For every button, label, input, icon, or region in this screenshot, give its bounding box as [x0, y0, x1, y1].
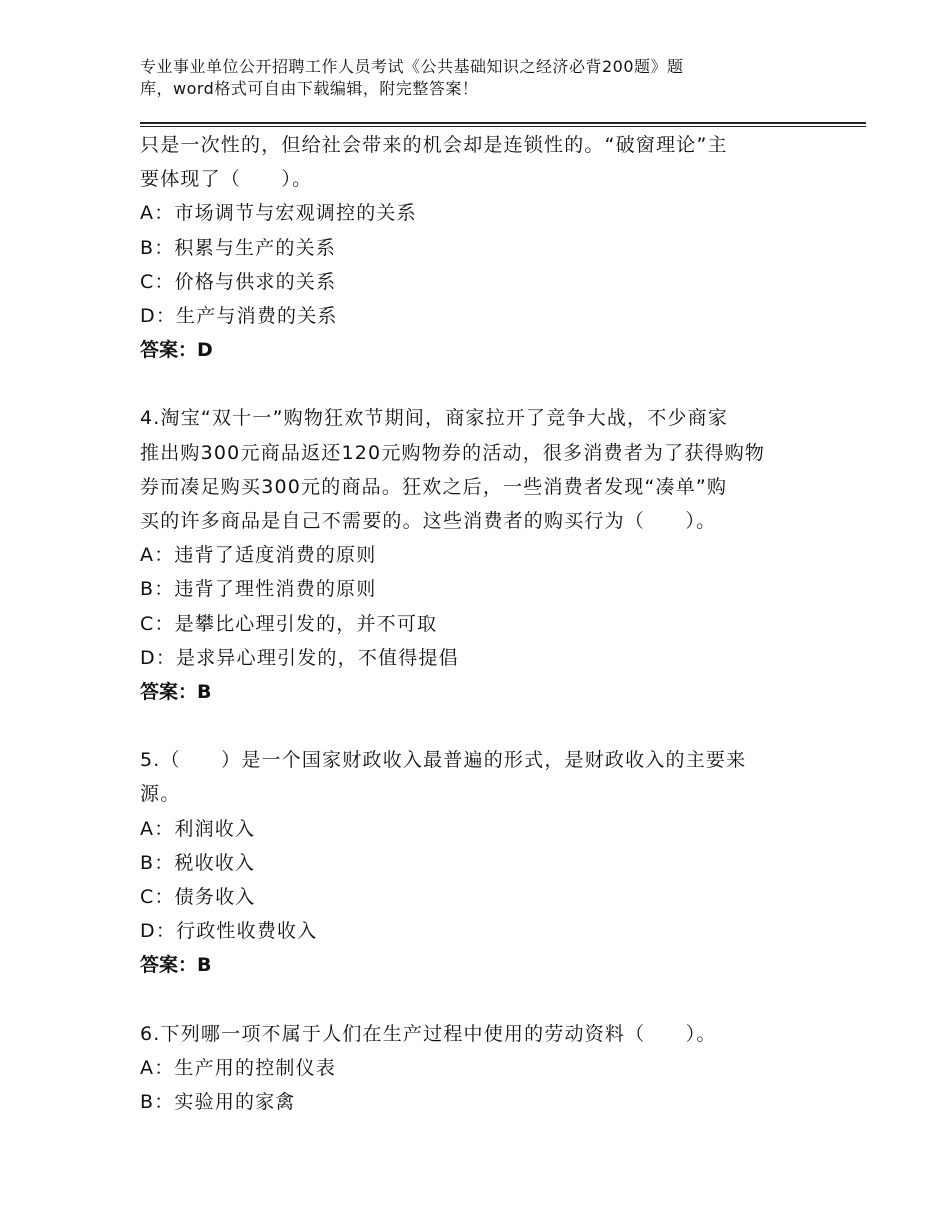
answer-label: 答案：B	[140, 954, 212, 977]
option-d: D：是求异心理引发的，不值得提倡	[140, 646, 459, 669]
option-a: A：生产用的控制仪表	[140, 1056, 336, 1079]
option-a: A：市场调节与宏观调控的关系	[140, 202, 417, 225]
question-list	[140, 128, 860, 1119]
question-stem: 5.（ ）是一个国家财政收入最普遍的形式，是财政收入的主要来	[140, 749, 747, 772]
option-a: A：违背了适度消费的原则	[140, 544, 377, 567]
option-b: B：税收收入	[140, 851, 256, 874]
header-rule-thin	[140, 126, 866, 127]
question-stem: 只是一次性的，但给社会带来的机会却是连锁性的。“破窗理论”主	[140, 134, 728, 156]
header-line-2: 库，word格式可自由下载编辑，附完整答案！	[140, 79, 479, 98]
option-b: B：积累与生产的关系	[140, 236, 337, 259]
answer-label: 答案：B	[140, 681, 212, 704]
question-5	[140, 743, 860, 982]
option-b: B：实验用的家禽	[140, 1091, 296, 1114]
header-rule-thick	[140, 122, 866, 124]
header-line-1: 专业事业单位公开招聘工作人员考试《公共基础知识之经济必背200题》题	[140, 57, 684, 76]
spacer	[140, 367, 860, 401]
question-stem: 买的许多商品是自己不需要的。这些消费者的购买行为（ ）。	[140, 510, 717, 533]
option-d: D：行政性收费收入	[140, 920, 318, 943]
question-6	[140, 1017, 860, 1120]
answer-label: 答案：D	[140, 339, 213, 362]
option-b: B：违背了理性消费的原则	[140, 578, 377, 601]
spacer	[140, 983, 860, 1017]
option-a: A：利润收入	[140, 817, 256, 840]
question-stem: 推出购300元商品返还120元购物券的活动，很多消费者为了获得购物	[140, 441, 766, 464]
question-stem: 4.淘宝“双十一”购物狂欢节期间，商家拉开了竞争大战，不少商家	[140, 407, 729, 430]
option-d: D：生产与消费的关系	[140, 305, 338, 328]
question-4	[140, 401, 860, 709]
question-stem: 券而凑足购买300元的商品。狂欢之后，一些消费者发现“凑单”购	[140, 475, 728, 498]
option-c: C：是攀比心理引发的，并不可取	[140, 612, 438, 635]
question-stem: 6.下列哪一项不属于人们在生产过程中使用的劳动资料（ ）。	[140, 1022, 717, 1045]
spacer	[140, 709, 860, 743]
question-stem: 要体现了（ ）。	[140, 168, 313, 191]
option-c: C：价格与供求的关系	[140, 270, 337, 293]
option-c: C：债务收入	[140, 886, 256, 909]
question-stem: 源。	[140, 783, 181, 806]
question-3	[140, 128, 860, 367]
document-header	[140, 56, 780, 100]
